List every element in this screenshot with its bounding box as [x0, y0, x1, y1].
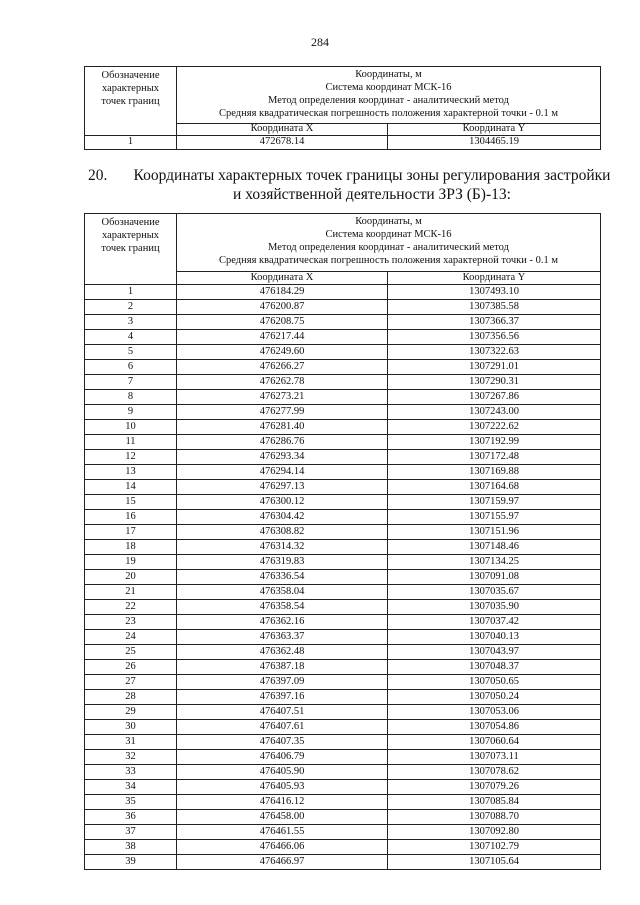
table-row — [85, 405, 601, 420]
point-number: 27 — [85, 675, 177, 690]
point-number: 32 — [85, 750, 177, 765]
point-number: 1 — [85, 136, 177, 150]
coordinate-x: 476406.79 — [177, 750, 388, 765]
coordinate-y: 1307102.79 — [388, 840, 601, 855]
coordinates-header-line: Координаты, м — [355, 69, 422, 80]
coordinate-x: 476294.14 — [177, 465, 388, 480]
point-number: 38 — [85, 840, 177, 855]
coordinate-x: 476266.27 — [177, 360, 388, 375]
coordinate-x: 476293.34 — [177, 450, 388, 465]
coordinates-header — [177, 214, 601, 272]
y-column-header: Координата Y — [388, 272, 601, 285]
table-row — [85, 525, 601, 540]
point-number: 2 — [85, 300, 177, 315]
points-label-line: Обозначение — [101, 70, 160, 81]
coordinate-x: 476281.40 — [177, 420, 388, 435]
coordinates-header-line: Система координат МСК-16 — [325, 82, 452, 93]
point-number: 17 — [85, 525, 177, 540]
point-number: 20 — [85, 570, 177, 585]
coordinate-y: 1307050.65 — [388, 675, 601, 690]
points-label-header — [85, 67, 177, 136]
point-number: 36 — [85, 810, 177, 825]
coordinate-y: 1307169.88 — [388, 465, 601, 480]
table-row — [85, 555, 601, 570]
coordinate-y: 1307092.80 — [388, 825, 601, 840]
coordinate-y: 1307054.86 — [388, 720, 601, 735]
point-number: 25 — [85, 645, 177, 660]
table-row — [85, 780, 601, 795]
coordinate-y: 1307172.48 — [388, 450, 601, 465]
coordinate-y: 1307148.46 — [388, 540, 601, 555]
points-label-line: точек границ — [101, 96, 160, 107]
point-number: 22 — [85, 600, 177, 615]
table-row — [85, 510, 601, 525]
table-row — [85, 645, 601, 660]
point-number: 34 — [85, 780, 177, 795]
coordinate-y: 1307035.67 — [388, 585, 601, 600]
coordinate-x: 476416.12 — [177, 795, 388, 810]
coordinate-y: 1307088.70 — [388, 810, 601, 825]
coordinate-y: 1307493.10 — [388, 285, 601, 300]
table-row — [85, 795, 601, 810]
coordinate-y: 1307078.62 — [388, 765, 601, 780]
point-number: 33 — [85, 765, 177, 780]
table-row — [85, 630, 601, 645]
coordinate-y: 1307366.37 — [388, 315, 601, 330]
table-row — [85, 450, 601, 465]
coordinates-header-line: Координаты, м — [355, 216, 422, 227]
coordinate-y: 1307291.01 — [388, 360, 601, 375]
point-number: 29 — [85, 705, 177, 720]
coordinate-x: 476314.32 — [177, 540, 388, 555]
point-number: 35 — [85, 795, 177, 810]
point-number: 16 — [85, 510, 177, 525]
x-column-header: Координата X — [177, 124, 388, 136]
point-number: 19 — [85, 555, 177, 570]
table-row — [85, 480, 601, 495]
table-row — [85, 855, 601, 870]
coordinate-y: 1307192.99 — [388, 435, 601, 450]
table-row — [85, 660, 601, 675]
coordinate-y: 1307267.86 — [388, 390, 601, 405]
point-number: 13 — [85, 465, 177, 480]
coordinate-x: 476461.55 — [177, 825, 388, 840]
table-row — [85, 136, 601, 150]
coordinate-y: 1307060.64 — [388, 735, 601, 750]
table-row — [85, 360, 601, 375]
coordinate-x: 476200.87 — [177, 300, 388, 315]
coordinate-y: 1307222.62 — [388, 420, 601, 435]
point-number: 8 — [85, 390, 177, 405]
table-row — [85, 300, 601, 315]
coordinate-x: 476277.99 — [177, 405, 388, 420]
section-title — [132, 166, 612, 204]
point-number: 37 — [85, 825, 177, 840]
table-row — [85, 345, 601, 360]
table-row — [85, 435, 601, 450]
coordinates-header-line: Метод определения координат - аналитический метод — [268, 242, 509, 253]
coordinate-x: 476336.54 — [177, 570, 388, 585]
point-number: 6 — [85, 360, 177, 375]
coordinates-table-1 — [84, 66, 601, 150]
table-row — [85, 285, 601, 300]
coordinate-y: 1307035.90 — [388, 600, 601, 615]
point-number: 26 — [85, 660, 177, 675]
coordinate-x: 476397.09 — [177, 675, 388, 690]
point-number: 10 — [85, 420, 177, 435]
coordinate-x: 476466.06 — [177, 840, 388, 855]
point-number: 1 — [85, 285, 177, 300]
coordinate-y: 1307091.08 — [388, 570, 601, 585]
point-number: 4 — [85, 330, 177, 345]
points-label-header — [85, 214, 177, 285]
coordinate-y: 1307043.97 — [388, 645, 601, 660]
table-row — [85, 330, 601, 345]
points-label-line: Обозначение — [101, 217, 160, 228]
points-label-line: характерных — [101, 83, 160, 94]
point-number: 39 — [85, 855, 177, 870]
point-number: 21 — [85, 585, 177, 600]
coordinate-y: 1307159.97 — [388, 495, 601, 510]
coordinates-header-line: Система координат МСК-16 — [325, 229, 452, 240]
table-row — [85, 570, 601, 585]
coordinates-header-line: Средняя квадратическая погрешность положения характерной точки - 0.1 м — [219, 255, 558, 266]
table-row — [85, 465, 601, 480]
coordinate-y: 1307385.58 — [388, 300, 601, 315]
coordinate-x: 476297.13 — [177, 480, 388, 495]
point-number: 7 — [85, 375, 177, 390]
table-row — [85, 735, 601, 750]
coordinate-x: 476362.16 — [177, 615, 388, 630]
coordinate-y: 1307322.63 — [388, 345, 601, 360]
coordinates-header-line: Метод определения координат - аналитический метод — [268, 95, 509, 106]
coordinate-x: 472678.14 — [177, 136, 388, 150]
table-row — [85, 705, 601, 720]
coordinate-y: 1307079.26 — [388, 780, 601, 795]
point-number: 9 — [85, 405, 177, 420]
x-column-header: Координата X — [177, 272, 388, 285]
point-number: 12 — [85, 450, 177, 465]
table-row — [85, 825, 601, 840]
coordinate-x: 476466.97 — [177, 855, 388, 870]
table-row — [85, 495, 601, 510]
section-title-line: и хозяйственной деятельности ЗРЗ (Б)-13: — [233, 186, 511, 203]
table-row — [85, 765, 601, 780]
table-row — [85, 540, 601, 555]
coordinate-y: 1307048.37 — [388, 660, 601, 675]
coordinate-x: 476358.04 — [177, 585, 388, 600]
coordinate-x: 476405.90 — [177, 765, 388, 780]
point-number: 14 — [85, 480, 177, 495]
coordinate-y: 1307085.84 — [388, 795, 601, 810]
coordinate-x: 476273.21 — [177, 390, 388, 405]
point-number: 11 — [85, 435, 177, 450]
coordinate-x: 476407.51 — [177, 705, 388, 720]
coordinate-x: 476358.54 — [177, 600, 388, 615]
coordinate-y: 1307356.56 — [388, 330, 601, 345]
coordinate-y: 1307040.13 — [388, 630, 601, 645]
table-row — [85, 675, 601, 690]
table-row — [85, 840, 601, 855]
section-title-line: Координаты характерных точек границы зоны регулирования застройки — [133, 167, 611, 184]
table-row — [85, 585, 601, 600]
coordinate-y: 1307050.24 — [388, 690, 601, 705]
table-row — [85, 600, 601, 615]
point-number: 18 — [85, 540, 177, 555]
coordinate-x: 476407.61 — [177, 720, 388, 735]
coordinate-x: 476217.44 — [177, 330, 388, 345]
coordinate-y: 1307243.00 — [388, 405, 601, 420]
coordinate-y: 1307155.97 — [388, 510, 601, 525]
coordinate-x: 476249.60 — [177, 345, 388, 360]
coordinate-y: 1304465.19 — [388, 136, 601, 150]
points-label-line: точек границ — [101, 243, 160, 254]
coordinate-x: 476304.42 — [177, 510, 388, 525]
table-row — [85, 720, 601, 735]
point-number: 28 — [85, 690, 177, 705]
coordinate-x: 476319.83 — [177, 555, 388, 570]
point-number: 31 — [85, 735, 177, 750]
coordinate-y: 1307073.11 — [388, 750, 601, 765]
coordinates-table-2 — [84, 213, 601, 870]
coordinate-x: 476407.35 — [177, 735, 388, 750]
coordinate-y: 1307290.31 — [388, 375, 601, 390]
point-number: 5 — [85, 345, 177, 360]
coordinate-x: 476262.78 — [177, 375, 388, 390]
table-row — [85, 315, 601, 330]
coordinate-x: 476458.00 — [177, 810, 388, 825]
coordinate-x: 476362.48 — [177, 645, 388, 660]
table-row — [85, 615, 601, 630]
table-row — [85, 375, 601, 390]
point-number: 23 — [85, 615, 177, 630]
coordinate-x: 476308.82 — [177, 525, 388, 540]
coordinate-x: 476387.18 — [177, 660, 388, 675]
coordinate-x: 476300.12 — [177, 495, 388, 510]
coordinate-y: 1307037.42 — [388, 615, 601, 630]
point-number: 24 — [85, 630, 177, 645]
section-number: 20. — [88, 167, 108, 184]
table-row — [85, 390, 601, 405]
coordinate-x: 476208.75 — [177, 315, 388, 330]
coordinate-y: 1307151.96 — [388, 525, 601, 540]
point-number: 15 — [85, 495, 177, 510]
table-row — [85, 420, 601, 435]
table-row — [85, 750, 601, 765]
coordinate-y: 1307134.25 — [388, 555, 601, 570]
coordinate-x: 476397.16 — [177, 690, 388, 705]
coordinates-header-line: Средняя квадратическая погрешность положения характерной точки - 0.1 м — [219, 108, 558, 119]
points-label-line: характерных — [101, 230, 160, 241]
coordinate-x: 476184.29 — [177, 285, 388, 300]
coordinate-y: 1307053.06 — [388, 705, 601, 720]
coordinate-y: 1307105.64 — [388, 855, 601, 870]
coordinate-y: 1307164.68 — [388, 480, 601, 495]
point-number: 3 — [85, 315, 177, 330]
table-row — [85, 810, 601, 825]
table-body — [85, 285, 601, 870]
point-number: 30 — [85, 720, 177, 735]
coordinate-x: 476286.76 — [177, 435, 388, 450]
coordinates-header — [177, 67, 601, 124]
page-number: 284 — [311, 35, 329, 49]
coordinate-x: 476363.37 — [177, 630, 388, 645]
y-column-header: Координата Y — [388, 124, 601, 136]
table-row — [85, 690, 601, 705]
coordinate-x: 476405.93 — [177, 780, 388, 795]
